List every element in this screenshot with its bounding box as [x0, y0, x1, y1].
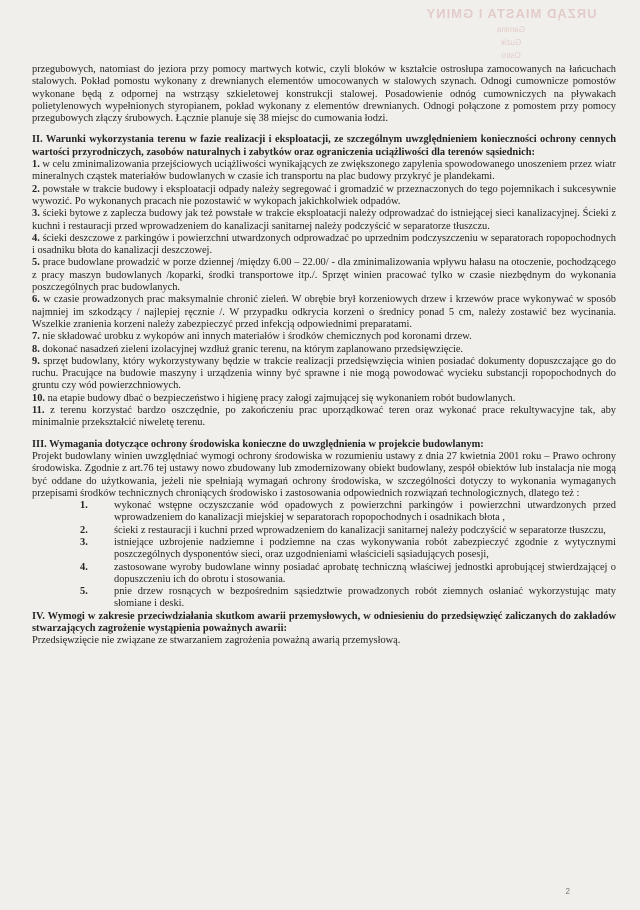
- item-number: 10.: [32, 392, 45, 404]
- list-item: [32, 393, 616, 405]
- item-text: z terenu korzystać bardzo oszczędnie, po zakończeniu prac uporządkować teren oraz wykonać prace rekultywacyjne tak, aby minimalnie przekształcić niweletę terenu.: [32, 405, 616, 429]
- item-text: prace budowlane prowadzić w porze dziennej /między 6.00 – 22.00/ - dla zminimalizowania wpływu hałasu na otoczenie, pochodzącego z pracy maszyn budowlanych /koparki, środki transportowe itp./. Sprzęt winien pracować tylko w czasie niezbędnym do wykonania poszczególnych prac budowlanych.: [32, 257, 616, 294]
- section-2-list: [32, 159, 616, 430]
- list-item: [32, 344, 616, 356]
- item-text: w czasie prowadzonych prac maksymalnie chronić zieleń. W obrębie brył korzeniowych drzew i krzewów prace wykonywać w sposób najmniej im szkodzący / najlepiej ręcznie /. W przypadku odkrycia korzeni o średnicy ponad 5 cm, należy zostawić bez wycinania. Wszelkie zranienia korzeni należy zabezpieczyć przed infekcją odpowiednimi preparatami.: [32, 294, 616, 330]
- stamp-title: URZĄD MIASTA I GMINY: [425, 6, 597, 21]
- item-text: wykonać wstępne oczyszczanie wód opadowych z powierzchni parkingów i powierzchni utwardzonych przed wprowadzeniem do kanalizacji miejskiej w separatorach ropopochodnych i osadnikach błota ,: [114, 500, 616, 524]
- item-number: 2.: [80, 524, 88, 536]
- item-text: zastosowane wyroby budowlane winny posiadać aprobatę techniczną właściwej jednostki aprobującej stwierdzającej o dopuszczeniu ich do obrotu i stosowania.: [114, 561, 616, 585]
- item-number: 5.: [80, 586, 88, 598]
- item-number: 6.: [32, 294, 40, 306]
- item-number: 11.: [32, 405, 45, 417]
- list-item: [32, 405, 616, 430]
- item-text: w celu zminimalizowania przejściowych uciążliwości wynikających ze zwiększonego zapylenia spowodowanego unoszeniem przez wiatr mineralnych cząstek materiałów budowlanych w czasie ich transportu na plac budowy przykryć je plandekami.: [32, 159, 616, 183]
- section-3-heading: III. Wymagania dotyczące ochrony środowiska konieczne do uwzględnienia w projekcie budowlanym:: [32, 438, 484, 450]
- section-2-heading: II. Warunki wykorzystania terenu w fazie realizacji i eksploatacji, ze szczególnym uwzględnieniem konieczności ochrony cennych wartości przyrodniczych, zasobów naturalnych i zabytków oraz ograniczenia uciążliwości dla terenów sąsiednich:: [32, 134, 616, 158]
- item-number: 7.: [32, 331, 40, 343]
- list-item: [32, 257, 616, 294]
- section-4-heading: IV. Wymogi w zakresie przeciwdziałania skutkom awarii przemysłowych, w odniesieniu do przedsięwzięć zaliczanych do zakładów stwarzających zagrożenie wystąpienia poważnych awarii:: [32, 610, 616, 635]
- item-number: 3.: [32, 208, 40, 220]
- item-text: sprzęt budowlany, który wykorzystywany będzie w trakcie realizacji przedsięwzięcia winien posiadać dokumenty dopuszczające go do ruchu. Pracujące na budowie maszyny i urządzenia winny być sprawne i nie mogą powodować wycieku substancji ropopochodnych do gruntu czy wód powierzchniowych.: [32, 355, 616, 392]
- item-number: 9.: [32, 355, 40, 367]
- list-item: [32, 233, 616, 258]
- item-number: 4.: [32, 232, 40, 244]
- section-3-list: [32, 500, 616, 611]
- list-item: [32, 356, 616, 393]
- stamp-line: Guzik: [500, 38, 522, 47]
- list-item: [80, 562, 616, 587]
- item-text: pnie drzew rosnących w bezpośrednim sąsiedztwie prowadzonych robót ziemnych osłaniać wykorzystując maty słomiane i deski.: [114, 586, 616, 610]
- document-body: [32, 64, 616, 648]
- item-number: 4.: [80, 561, 88, 573]
- list-item: [32, 208, 616, 233]
- list-item: [32, 331, 616, 343]
- item-number: 3.: [80, 536, 88, 548]
- item-text: powstałe w trakcie budowy i eksploatacji odpady należy segregować i gromadzić w przeznaczonych do tego pojemnikach i sukcesywnie wywozić. Po wykonanych pracach nie pozostawić w wykopach jakichkolwiek odpadów.: [32, 183, 616, 207]
- list-item: [80, 525, 616, 537]
- item-text: nie składować urobku z wykopów ani innych materiałów i środków chemicznych pod koronami drzew.: [42, 331, 472, 343]
- item-number: 1.: [32, 159, 40, 171]
- section-4-body: Przedsięwzięcie nie związane ze stwarzaniem zagrożenia poważną awarią przemysłową.: [32, 635, 401, 647]
- item-text: istniejące uzbrojenie nadziemne i podziemne na czas wykonywania robót zabezpieczyć zgodnie z wytycznymi poszczególnych dysponentów sieci, oraz uzgodnieniami właścicieli sąsiadujących posesji,: [114, 536, 616, 561]
- item-number: 5.: [32, 257, 40, 269]
- list-item: [32, 184, 616, 209]
- stamp-line: Gamina: [497, 25, 526, 34]
- page-mark: 2: [565, 887, 570, 896]
- list-item: [80, 537, 616, 562]
- item-text: na etapie budowy dbać o bezpieczeństwo i higienę pracy załogi zajmującej się wykonaniem robót budowlanych.: [47, 392, 516, 404]
- item-number: 1.: [80, 500, 88, 512]
- item-text: ścieki z restauracji i kuchni przed wprowadzeniem do kanalizacji sanitarnej należy podczyścić w separatorze tłuszczu,: [114, 524, 606, 536]
- list-item: [80, 586, 616, 611]
- item-number: 8.: [32, 343, 40, 355]
- section-3-body: Projekt budowlany winien uwzględniać wymogi ochrony środowiska w rozumieniu ustawy z dnia 27 kwietnia 2001 roku – Prawo ochrony środowiska. Zgodnie z art.76 tej ustawy nowo zbudowany lub zmodernizowany obiekt budowlany, zespół obiektów lub instalacja nie mogą być oddane do użytkowania, jeżeli nie spełniają wymagań ochrony środowiska, w szczególności dotyczy to wykonania wymaganych przepisami środków technicznych chroniących środowisko i zastosowania odpowiednich rozwiązań technologicznych, dlatego też :: [32, 450, 616, 499]
- list-item: [80, 500, 616, 525]
- intro-paragraph: przegubowych, natomiast do jeziora przy pomocy martwych kotwic, czyli bloków w kształcie ostrosłupa zamocowanych na łańcuchach stalowych. Pokład pomostu wykonany z drewnianych elementów umocowanych w stalowych szynach. Odnogi cumownicze pomostów wykonane będą z odpornej na wstrząsy szkieletowej konstrukcji stalowej. Posadowienie odnóg cumowniczych na pływakach polietylenowych wypełnionych styropianem, pokład wykonany z elementów drewnianych. Odnogi połączone z pomostem przy pomocy przegubowych złączy śrubowych. Łącznie planuje się 38 miejsc do cumowania łodzi.: [32, 64, 616, 125]
- stamp-line: Ostro: [501, 51, 521, 60]
- list-item: [32, 159, 616, 184]
- item-number: 2.: [32, 183, 40, 195]
- list-item: [32, 294, 616, 331]
- item-text: ścieki deszczowe z parkingów i powierzchni utwardzonych odprowadzać po uprzednim podczyszczeniu w separatorach ropopochodnych i osadniku błota do kanalizacji deszczowej.: [32, 232, 616, 257]
- item-text: ścieki bytowe z zaplecza budowy jak też powstałe w trakcie eksploatacji należy odprowadzać do istniejącej sieci kanalizacyjnej. Ścieki z kuchni i restauracji przed wprowadzeniem do kanalizacji sanitarnej należy podczyścić w separatorze tłuszczu.: [32, 208, 617, 232]
- item-text: dokonać nasadzeń zieleni izolacyjnej wzdłuż granic terenu, na którym zaplanowano przedsięwzięcie.: [42, 343, 464, 355]
